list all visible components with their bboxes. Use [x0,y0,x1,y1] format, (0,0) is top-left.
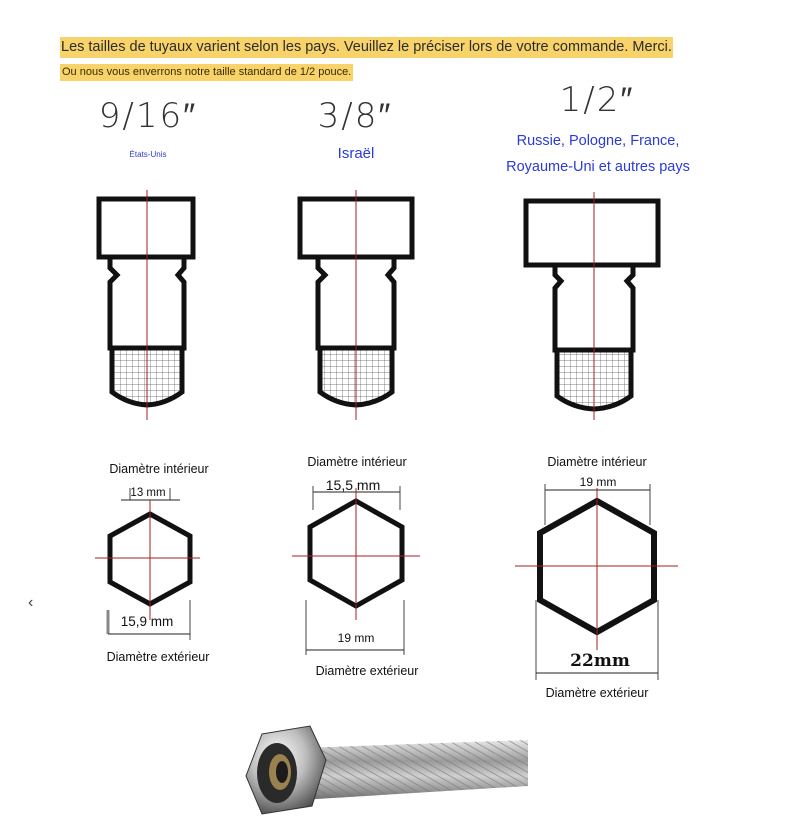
country-label-us: États-Unis [129,150,167,159]
inner-diameter-value-3: 19 mm [579,475,617,489]
fitting-3 [526,192,658,420]
outer-diameter-label-1: Diamètre extérieur [106,650,210,664]
inner-diameter-label-3: Diamètre intérieur [547,455,647,469]
country-label-others-2: Royaume-Uni et autres pays [506,159,690,175]
outer-diameter-label-3: Diamètre extérieur [545,686,649,700]
inner-diameter-label-2: Diamètre intérieur [307,455,407,469]
fitting-2 [300,190,412,420]
country-label-others-1: Russie, Pologne, France, [516,133,680,149]
outer-diameter-value-2: 19 mm [337,631,375,645]
hexagon-diagram-2 [292,486,420,655]
outer-diameter-value-1: 15,9 mm [120,614,174,629]
size-label-9-16: 9/16″ [98,96,198,136]
size-label-1-2: 1/2″ [559,80,635,120]
outer-diameter-value-3: 22mm [570,651,630,671]
notice-line-1: Les tailles de tuyaux varient selon les pays. Veuillez le préciser lors de votre commande. Merci. [60,37,673,58]
inner-diameter-value-2: 15,5 mm [325,477,381,493]
inner-diameter-value-1: 13 mm [130,487,166,499]
outer-diameter-label-2: Diamètre extérieur [315,664,419,678]
fitting-1 [99,190,193,420]
size-label-3-8: 3/8″ [317,96,393,136]
country-label-israel: Israël [337,145,375,162]
inner-diameter-label-1: Diamètre intérieur [109,462,209,476]
chevron-left-icon[interactable]: ‹ [28,594,34,611]
braided-hose-illustration [246,726,528,814]
notice-line-2: Ou nous vous enverrons notre taille standard de 1/2 pouce. [60,64,353,81]
